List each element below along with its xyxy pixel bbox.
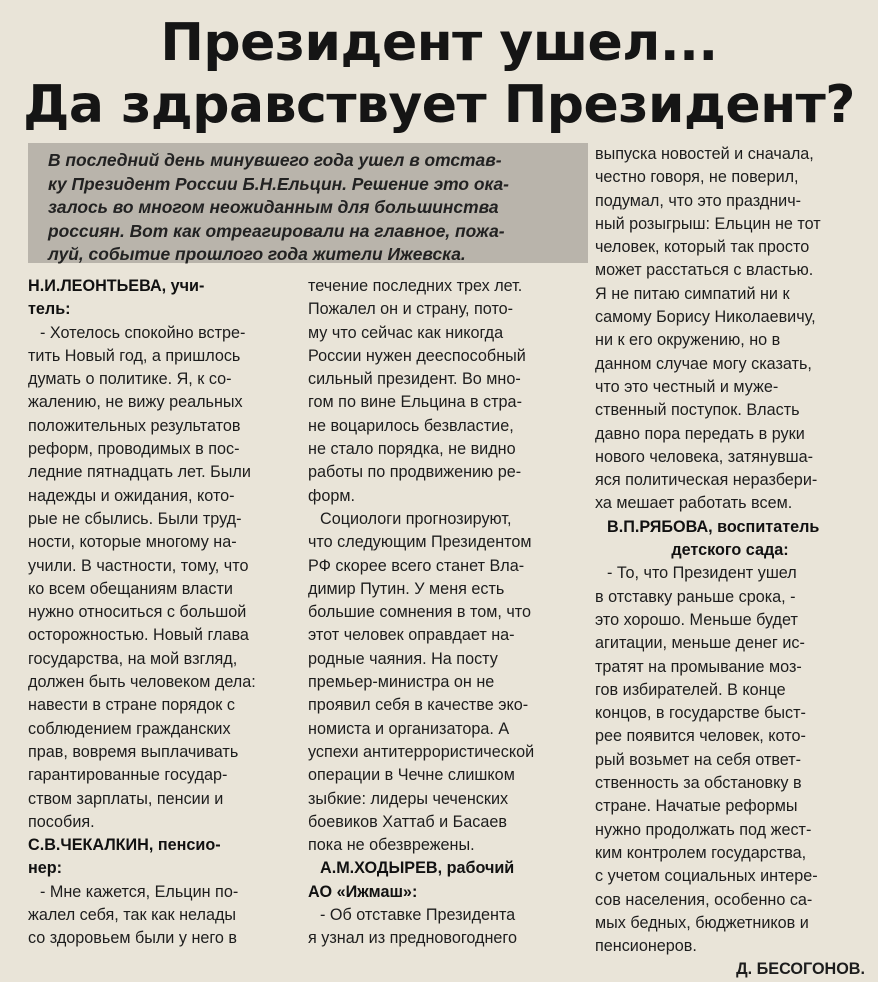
- article-line: пенсионеров.: [595, 937, 697, 956]
- article-line: тить Новый год, а пришлось: [28, 346, 241, 365]
- article-line: агитации, меньше денег ис-: [595, 634, 805, 653]
- article-line: что следующим Президентом: [308, 533, 532, 552]
- article-line: рее появится человек, кото-: [595, 727, 806, 746]
- lead-line: россиян. Вот как отреагировали на главное, пожа-: [48, 220, 505, 241]
- article-line: - Мне кажется, Ельцин по-: [40, 882, 239, 901]
- article-line: ледние пятнадцать лет. Были: [28, 463, 251, 482]
- article-line: ством зарплаты, пенсии и: [28, 789, 224, 808]
- article-line: сильный президент. Во мно-: [308, 370, 521, 389]
- article-line: Социологи прогнозируют,: [320, 509, 512, 528]
- article-line: с учетом социальных интере-: [595, 867, 818, 886]
- speaker-heading: В.П.РЯБОВА, воспитатель: [607, 517, 820, 536]
- article-line: пособия.: [28, 812, 95, 831]
- article-line: успехи антитеррористической: [308, 742, 535, 761]
- article-line: России нужен дееспособный: [308, 346, 526, 365]
- article-line: честно говоря, не поверил,: [595, 168, 799, 187]
- article-line: подумал, что это празднич-: [595, 191, 802, 210]
- article-line: гом по вине Ельцина в стра-: [308, 393, 522, 412]
- article-line: гарантированные государ-: [28, 766, 228, 785]
- article-line: димир Путин. У меня есть: [308, 579, 505, 598]
- article-line: надежды и ожидания, кото-: [28, 486, 235, 505]
- article-line: данном случае могу сказать,: [595, 354, 812, 373]
- article-line: - Хотелось спокойно встре-: [40, 323, 246, 342]
- article-line: стране. Начатые реформы: [595, 797, 798, 816]
- article-line: концов, в государстве быст-: [595, 704, 806, 723]
- article-line: это хорошо. Меньше будет: [595, 610, 798, 629]
- article-line: - То, что Президент ушел: [607, 564, 797, 583]
- article-line: рый возьмет на себя ответ-: [595, 750, 802, 769]
- article-line: самому Борису Николаевичу,: [595, 308, 816, 327]
- article-line: не стало порядка, не видно: [308, 440, 516, 459]
- article-line: работы по продвижению ре-: [308, 463, 522, 482]
- speaker-heading: детского сада:: [671, 541, 789, 560]
- article-line: - Об отставке Президента: [320, 906, 516, 925]
- article-line: РФ скорее всего станет Вла-: [308, 556, 525, 575]
- speaker-heading: А.М.ХОДЫРЕВ, рабочий: [320, 859, 515, 878]
- speaker-heading: нер:: [28, 859, 63, 878]
- article-column-1: [28, 275, 290, 951]
- article-line: большие сомнения в том, что: [308, 603, 532, 622]
- article-line: навести в стране порядок с: [28, 696, 235, 715]
- lead-line: ку Президент России Б.Н.Ельцин. Решение это ока-: [48, 173, 509, 194]
- article-line: реформ, проводимых в пос-: [28, 440, 240, 459]
- article-line: государства, на мой взгляд,: [28, 649, 238, 668]
- article-line: зыбкие: лидеры чеченских: [308, 789, 509, 808]
- article-line: жалел себя, так как нелады: [28, 906, 237, 925]
- speaker-heading: Н.И.ЛЕОНТЬЕВА, учи-: [28, 277, 205, 295]
- article-line: операции в Чечне слишком: [308, 766, 515, 785]
- article-line: жалению, не вижу реальных: [28, 393, 243, 412]
- article-line: я узнал из предновогоднего: [308, 929, 517, 948]
- article-line: сов населения, особенно са-: [595, 890, 813, 909]
- article-line: ный розыгрыш: Ельцин не тот: [595, 214, 821, 233]
- article-line: ким контролем государства,: [595, 843, 807, 862]
- article-line: давно пора передать в руки: [595, 424, 805, 443]
- article-line: учили. В частности, тому, что: [28, 556, 249, 575]
- article-line: тратят на промывание моз-: [595, 657, 802, 676]
- article-line: нового человека, затянувша-: [595, 447, 814, 466]
- lead-paragraph: [28, 143, 588, 263]
- article-line: Я не питаю симпатий ни к: [595, 284, 790, 303]
- article-line: мых бедных, бюджетников и: [595, 913, 809, 932]
- article-line: ственный поступок. Власть: [595, 401, 800, 420]
- article-line: проявил себя в качестве эко-: [308, 696, 529, 715]
- article-line: нужно относиться с большой: [28, 603, 247, 622]
- article-line: соблюдением гражданских: [28, 719, 231, 738]
- article-line: му что сейчас как никогда: [308, 323, 504, 342]
- speaker-heading: С.В.ЧЕКАЛКИН, пенсио-: [28, 836, 221, 855]
- article-column-2: [308, 275, 576, 951]
- speaker-heading: тель:: [28, 300, 71, 319]
- article-line: гов избирателей. В конце: [595, 680, 786, 699]
- article-line: яся политическая неразбери-: [595, 471, 818, 490]
- article-line: должен быть человеком дела:: [28, 673, 256, 692]
- headline-line-1: Президент ушел...: [160, 13, 718, 73]
- speaker-heading: АО «Ижмаш»:: [308, 882, 418, 901]
- article-line: Пожалел он и страну, пото-: [308, 300, 514, 319]
- article-line: ности, которые многому на-: [28, 533, 237, 552]
- article-line: родные чаяния. На посту: [308, 649, 498, 668]
- article-line: думать о политике. Я, к со-: [28, 370, 232, 389]
- article-line: может расстаться с властью.: [595, 261, 814, 280]
- article-line: этот человек оправдает на-: [308, 626, 515, 645]
- headline-line-2: Да здравствует Президент?: [23, 75, 855, 135]
- article-line: что это честный и муже-: [595, 377, 779, 396]
- lead-line: луй, событие прошлого года жители Ижевска.: [48, 244, 466, 265]
- article-line: боевиков Хаттаб и Басаев: [308, 812, 508, 831]
- lead-line: залось во многом неожиданным для большинства: [48, 197, 499, 218]
- article-line: не воцарилось безвластие,: [308, 416, 514, 435]
- article-line: нужно продолжать под жест-: [595, 820, 812, 839]
- article-line: течение последних трех лет.: [308, 277, 523, 295]
- headline: [0, 12, 878, 136]
- article-line: прав, вовремя выплачивать: [28, 742, 239, 761]
- article-line: премьер-министра он не: [308, 673, 495, 692]
- article-line: осторожностью. Новый глава: [28, 626, 249, 645]
- article-line: положительных результатов: [28, 416, 241, 435]
- article-line: ха мешает работать всем.: [595, 494, 793, 513]
- article-line: ственность за обстановку в: [595, 774, 802, 793]
- article-line: человек, который так просто: [595, 238, 810, 257]
- article-line: рые не сбылись. Были труд-: [28, 509, 242, 528]
- article-line: пока не обезврежены.: [308, 836, 475, 855]
- article-line: со здоровьем были у него в: [28, 929, 238, 948]
- article-line: в отставку раньше срока, -: [595, 587, 796, 606]
- author-signature: Д. БЕСОГОНОВ.: [736, 960, 865, 979]
- article-line: ни к его окружению, но в: [595, 331, 781, 350]
- article-line: ко всем обещаниям власти: [28, 579, 233, 598]
- lead-line: В последний день минувшего года ушел в отстав-: [48, 150, 502, 170]
- article-line: номиста и организатора. А: [308, 719, 510, 738]
- article-line: форм.: [308, 486, 355, 505]
- article-line: выпуска новостей и сначала,: [595, 145, 814, 163]
